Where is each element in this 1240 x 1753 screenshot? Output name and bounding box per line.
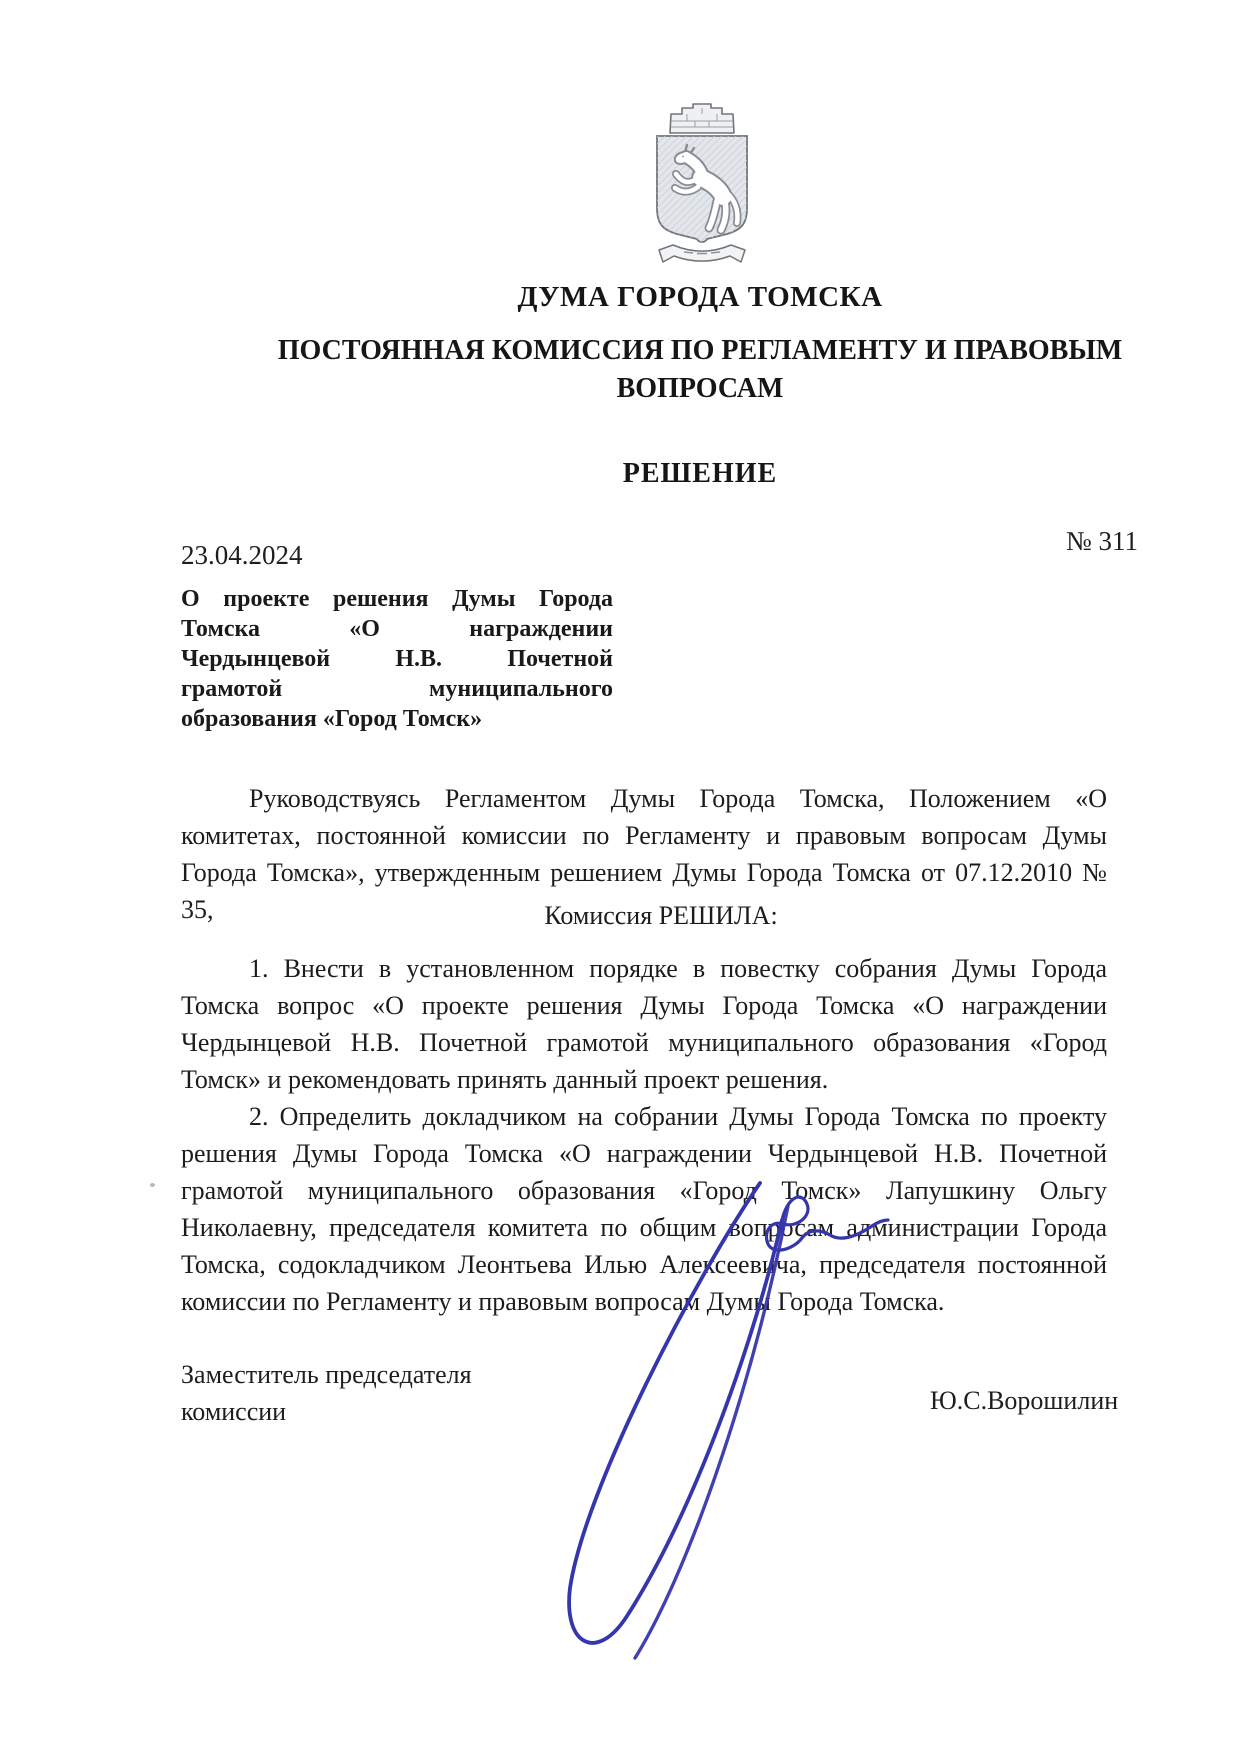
organization-title: ДУМА ГОРОДА ТОМСКА: [517, 281, 883, 313]
preamble-paragraph: Руководствуясь Регламентом Думы Города Томска, Положением «О комитетах, постоянной комиссии по Регламенту и правовым вопросам Думы Города Томска», утвержденным решением Думы Города Томска от 07.12.2010 № 35,: [181, 784, 1107, 924]
mural-crown-icon: [670, 104, 734, 133]
tomsk-coat-of-arms-icon: [637, 100, 767, 268]
decision-item-1: 1. Внести в установленном порядке в повестку собрания Думы Города Томска вопрос «О проекте решения Думы Города Томска «О награждении Чердынцевой Н.В. Почетной грамотой муниципального образования «Город Томск» и рекомендовать принять данный проект решения.: [181, 954, 1107, 1094]
commission-title-line1: ПОСТОЯННАЯ КОМИССИЯ ПО РЕГЛАМЕНТУ И ПРАВОВЫМ: [277, 335, 1123, 366]
subject-line: Томска «О награждении: [181, 616, 613, 642]
commission-title: [160, 332, 1240, 408]
subject-line: грамотой муниципального: [181, 676, 613, 702]
commission-title-line2: ВОПРОСАМ: [616, 373, 784, 404]
signoff-name: Ю.С.Ворошилин: [930, 1386, 1119, 1415]
document-type-heading: РЕШЕНИЕ: [622, 458, 778, 489]
document-number: № 311: [1066, 526, 1139, 556]
ribbon-icon: [659, 245, 745, 262]
scan-speck: [150, 1183, 155, 1187]
signoff-position-line2: комиссии: [181, 1397, 287, 1426]
decision-heading: Комиссия РЕШИЛА:: [544, 901, 778, 930]
document-date: 23.04.2024: [181, 540, 303, 570]
subject-line: О проекте решения Думы Города: [181, 586, 613, 612]
subject-line: Чердынцевой Н.В. Почетной: [181, 646, 613, 672]
document-subject: [181, 584, 613, 734]
decision-item-2: 2. Определить докладчиком на собрании Думы Города Томска по проекту решения Думы Города Томска «О награждении Чердынцевой Н.В. Почетной грамотой муниципального образования «Город Томск» Лапушкину Ольгу Николаевну, председателя комитета по общим вопросам администрации Города Томска, содокладчиком Леонтьева Илью Алексеевича, председателя постоянной комиссии по Регламенту и правовым вопросам Думы Города Томска.: [181, 1102, 1107, 1316]
subject-line: образования «Город Томск»: [181, 706, 483, 732]
signoff-position-line1: Заместитель председателя: [181, 1360, 472, 1389]
handwritten-signature: [535, 1158, 895, 1678]
